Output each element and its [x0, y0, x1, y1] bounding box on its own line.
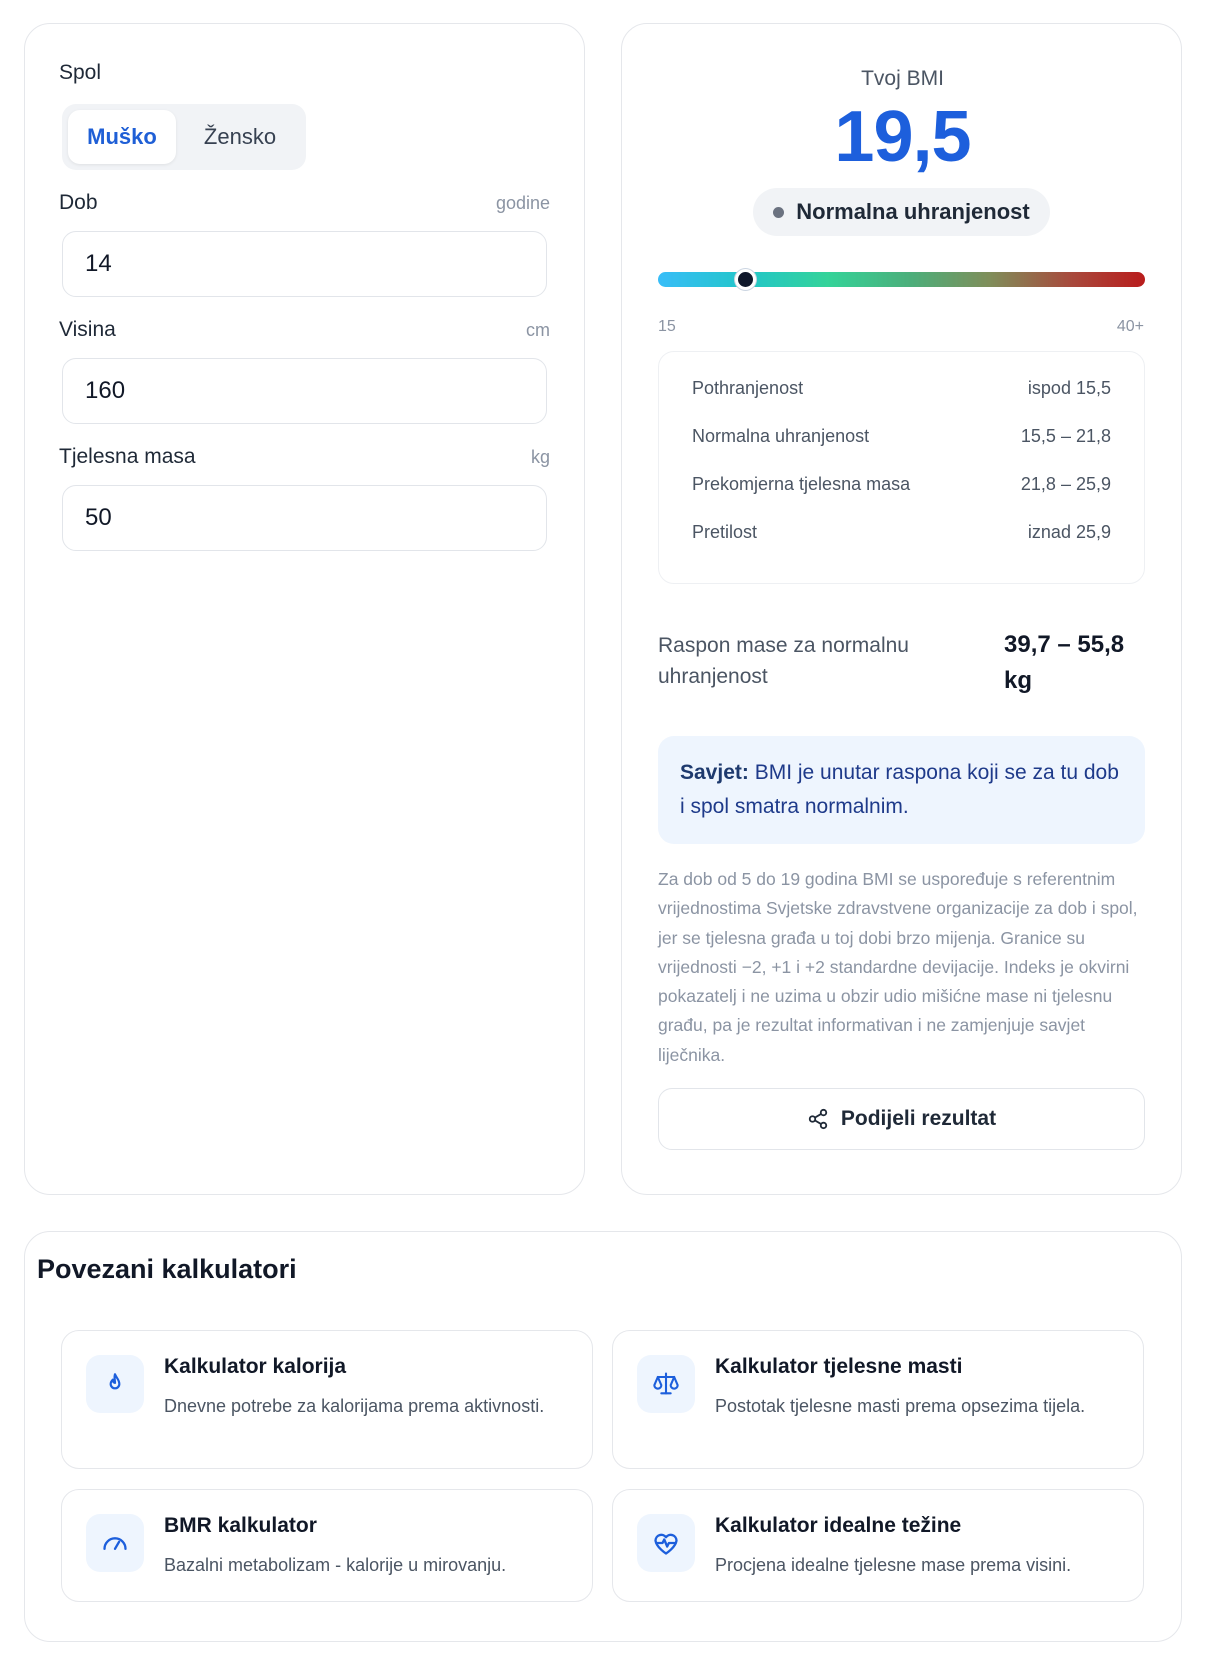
status-dot-icon	[773, 207, 784, 218]
height-unit: cm	[526, 320, 550, 340]
related-calculator-ideal-weight[interactable]	[612, 1489, 1144, 1602]
gender-label: Spol	[59, 61, 102, 84]
weight-label: Tjelesna masa	[59, 445, 196, 468]
bmi-scale-marker	[735, 269, 756, 290]
height-label: Visina	[59, 318, 116, 341]
related-calculator-title: Kalkulator tjelesne masti	[715, 1355, 963, 1378]
table-row-range: ispod 15,5	[1027, 378, 1111, 398]
advice-text: BMI je unutar raspona koji se za tu dob i spol smatra normalnim.	[680, 761, 1119, 818]
table-row-range: iznad 25,9	[1027, 522, 1111, 542]
related-calculator-title: BMR kalkulator	[164, 1514, 317, 1537]
weight-input[interactable]: 50	[62, 485, 547, 551]
normal-weight-range-value: 39,7 – 55,8 kg	[1004, 631, 1125, 694]
scale-min-label: 15	[658, 318, 676, 335]
gender-option-female[interactable]: Žensko	[203, 124, 277, 149]
related-calculator-bmr[interactable]	[61, 1489, 593, 1602]
normal-weight-range-label: Raspon mase za normalnu uhranjenost	[658, 634, 909, 688]
table-row	[692, 474, 1111, 495]
related-title: Povezani kalkulatori	[37, 1254, 297, 1284]
table-row-name: Pretilost	[692, 522, 758, 542]
input-form-card	[24, 23, 585, 1195]
table-row-name: Prekomjerna tjelesna masa	[692, 474, 911, 494]
bmi-value: 19,5	[834, 97, 971, 177]
share-label: Podijeli rezultat	[840, 1107, 997, 1130]
related-calculator-calories[interactable]	[61, 1330, 593, 1469]
bmi-title: Tvoj BMI	[861, 67, 944, 90]
related-calculator-desc: Procjena idealne tjelesne mase prema visini.	[715, 1555, 1072, 1575]
gender-toggle	[62, 104, 306, 170]
weight-unit: kg	[530, 447, 550, 467]
table-row-range: 15,5 – 21,8	[1020, 426, 1111, 446]
age-input[interactable]: 14	[62, 231, 547, 297]
table-row	[692, 378, 1111, 399]
table-row-name: Pothranjenost	[692, 378, 804, 398]
share-icon	[807, 1108, 829, 1130]
advice-box	[658, 736, 1145, 844]
heart-pulse-icon	[637, 1514, 695, 1572]
info-note: Za dob od 5 do 19 godina BMI se uspoređuje s referentnim vrijednostima Svjetske zdravstvene organizacije za dob i spol, jer se tjelesna građa u toj dobi brzo mijenja. Granice su vrijednosti −2, +1 i +2 standardne devijacije. Indeks je okvirni pokazatelj i ne uzima u obzir udio mišićne mase ni tjelesnu građu, pa je rezultat informativan i ne zamjenjuje savjet liječnika.	[658, 869, 1138, 1065]
related-calculator-body-fat[interactable]	[612, 1330, 1144, 1469]
scale-icon	[637, 1355, 695, 1413]
related-calculator-title: Kalkulator idealne težine	[715, 1514, 962, 1537]
category-badge	[753, 188, 1050, 236]
bmi-category-table	[658, 351, 1145, 584]
related-calculator-desc: Dnevne potrebe za kalorijama prema aktivnosti.	[164, 1396, 545, 1416]
advice-bold: Savjet:	[680, 761, 749, 784]
gender-option-male[interactable]: Muško	[68, 110, 176, 164]
result-card	[621, 23, 1182, 1195]
bmi-scale-bar	[658, 272, 1145, 287]
scale-max-label: 40+	[1116, 318, 1144, 335]
flame-icon	[86, 1355, 144, 1413]
related-calculator-desc: Postotak tjelesne masti prema opsezima tijela.	[715, 1396, 1086, 1416]
gauge-icon	[86, 1514, 144, 1572]
category-label: Normalna uhranjenost	[796, 199, 1030, 224]
related-calculator-desc: Bazalni metabolizam - kalorije u mirovanju.	[164, 1555, 507, 1575]
table-row-range: 21,8 – 25,9	[1020, 474, 1111, 494]
age-label: Dob	[59, 191, 98, 214]
table-row-name: Normalna uhranjenost	[692, 426, 870, 446]
related-calculator-title: Kalkulator kalorija	[164, 1355, 347, 1378]
table-row	[692, 426, 1111, 447]
age-unit: godine	[495, 193, 550, 213]
table-row	[692, 522, 1111, 543]
share-button[interactable]	[658, 1088, 1145, 1150]
height-input[interactable]: 160	[62, 358, 547, 424]
